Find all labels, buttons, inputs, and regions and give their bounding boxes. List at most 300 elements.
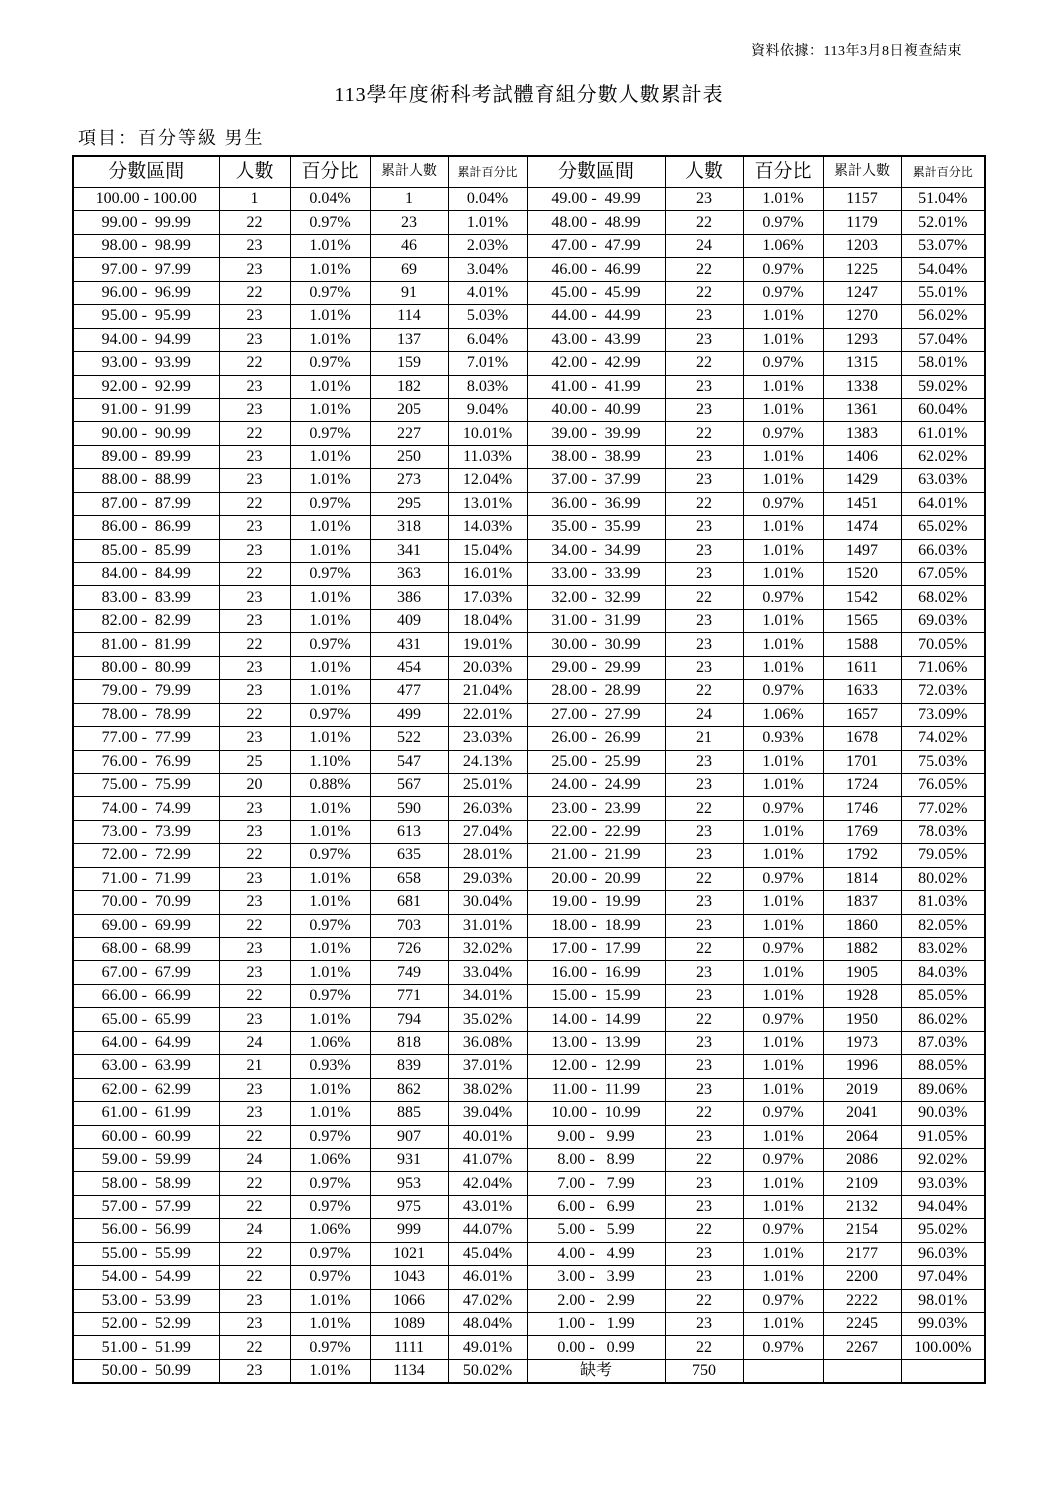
cell-score-range-2: 19.00 - 19.99	[527, 891, 665, 914]
cell-percent: 1.01%	[290, 867, 370, 890]
cell-cumulative-percent: 18.04%	[448, 609, 527, 632]
cell-percent-2: 0.97%	[743, 1336, 823, 1359]
cell-count: 24	[219, 1031, 290, 1054]
cell-count-2: 23	[665, 1266, 743, 1289]
cell-score-range: 55.00 - 55.99	[73, 1242, 219, 1265]
cell-percent-2: 1.01%	[743, 773, 823, 796]
table-row	[73, 750, 985, 773]
cell-percent-2: 1.01%	[743, 609, 823, 632]
cell-count: 22	[219, 1195, 290, 1218]
cell-percent: 1.01%	[290, 586, 370, 609]
table-row	[73, 680, 985, 703]
cell-score-range: 74.00 - 74.99	[73, 797, 219, 820]
cell-cumulative-count-2: 1701	[823, 750, 901, 773]
table-body	[73, 188, 985, 1384]
cell-count: 24	[219, 1148, 290, 1171]
cell-score-range-2: 7.00 - 7.99	[527, 1172, 665, 1195]
cell-cumulative-count-2: 1520	[823, 563, 901, 586]
cell-score-range-2: 29.00 - 29.99	[527, 656, 665, 679]
cell-score-range-2: 37.00 - 37.99	[527, 469, 665, 492]
cell-percent-2: 0.97%	[743, 1148, 823, 1171]
cell-percent: 1.10%	[290, 750, 370, 773]
cell-count: 23	[219, 1313, 290, 1336]
cell-score-range: 51.00 - 51.99	[73, 1336, 219, 1359]
cell-score-range-2: 4.00 - 4.99	[527, 1242, 665, 1265]
header-count-2: 人數	[665, 156, 743, 188]
cell-cumulative-percent-2: 90.03%	[901, 1102, 985, 1125]
cell-cumulative-percent-2: 74.02%	[901, 727, 985, 750]
cell-cumulative-count-2: 1157	[823, 188, 901, 211]
cell-percent-2: 1.01%	[743, 1055, 823, 1078]
cell-cumulative-percent-2	[901, 1359, 985, 1383]
cell-percent: 1.01%	[290, 938, 370, 961]
cell-percent: 1.01%	[290, 961, 370, 984]
cell-score-range: 64.00 - 64.99	[73, 1031, 219, 1054]
cell-cumulative-percent: 7.01%	[448, 352, 527, 375]
cell-cumulative-percent: 46.01%	[448, 1266, 527, 1289]
header-percent-2: 百分比	[743, 156, 823, 188]
cell-cumulative-count-2: 1860	[823, 914, 901, 937]
cell-count: 23	[219, 727, 290, 750]
cell-cumulative-count: 91	[370, 281, 448, 304]
cell-percent-2: 0.97%	[743, 680, 823, 703]
cell-count-2: 23	[665, 773, 743, 796]
cell-count-2: 23	[665, 1078, 743, 1101]
cell-cumulative-count: 726	[370, 938, 448, 961]
table-row	[73, 352, 985, 375]
cell-cumulative-percent-2: 71.06%	[901, 656, 985, 679]
cell-cumulative-percent: 24.13%	[448, 750, 527, 773]
cell-percent: 0.93%	[290, 1055, 370, 1078]
cell-percent: 0.97%	[290, 1242, 370, 1265]
cell-count: 23	[219, 1102, 290, 1125]
cell-cumulative-percent: 33.04%	[448, 961, 527, 984]
cell-count-2: 24	[665, 703, 743, 726]
cell-score-range: 71.00 - 71.99	[73, 867, 219, 890]
cell-percent-2: 0.97%	[743, 258, 823, 281]
cell-count-2: 23	[665, 375, 743, 398]
cell-count-2: 23	[665, 539, 743, 562]
cell-count: 22	[219, 492, 290, 515]
cell-count: 1	[219, 188, 290, 211]
cell-cumulative-percent: 41.07%	[448, 1148, 527, 1171]
cell-count: 23	[219, 938, 290, 961]
cell-percent: 1.01%	[290, 445, 370, 468]
cell-score-range: 83.00 - 83.99	[73, 586, 219, 609]
table-row	[73, 445, 985, 468]
cell-score-range: 100.00 - 100.00	[73, 188, 219, 211]
cell-cumulative-count: 454	[370, 656, 448, 679]
cell-percent: 1.01%	[290, 820, 370, 843]
cell-count: 22	[219, 563, 290, 586]
cell-score-range: 88.00 - 88.99	[73, 469, 219, 492]
table-row	[73, 1008, 985, 1031]
cell-count: 22	[219, 984, 290, 1007]
cell-score-range-2: 16.00 - 16.99	[527, 961, 665, 984]
cell-cumulative-percent-2: 75.03%	[901, 750, 985, 773]
cell-count: 24	[219, 1219, 290, 1242]
cell-count-2: 23	[665, 445, 743, 468]
cell-cumulative-percent: 6.04%	[448, 328, 527, 351]
cell-count-2: 23	[665, 1125, 743, 1148]
cell-score-range: 61.00 - 61.99	[73, 1102, 219, 1125]
table-row	[73, 797, 985, 820]
cell-cumulative-percent: 48.04%	[448, 1313, 527, 1336]
cell-score-range: 57.00 - 57.99	[73, 1195, 219, 1218]
cell-score-range-2: 38.00 - 38.99	[527, 445, 665, 468]
cell-percent-2: 1.01%	[743, 844, 823, 867]
cell-cumulative-count: 839	[370, 1055, 448, 1078]
cell-percent-2: 1.01%	[743, 1195, 823, 1218]
cell-count-2: 23	[665, 1031, 743, 1054]
cell-cumulative-count-2: 2245	[823, 1313, 901, 1336]
cell-cumulative-percent: 40.01%	[448, 1125, 527, 1148]
cell-cumulative-percent-2: 85.05%	[901, 984, 985, 1007]
cell-cumulative-percent: 32.02%	[448, 938, 527, 961]
cell-count: 23	[219, 328, 290, 351]
cell-cumulative-percent: 12.04%	[448, 469, 527, 492]
cell-cumulative-percent: 25.01%	[448, 773, 527, 796]
table-row	[73, 727, 985, 750]
table-row	[73, 328, 985, 351]
cell-percent: 1.01%	[290, 1008, 370, 1031]
cell-score-range-2: 9.00 - 9.99	[527, 1125, 665, 1148]
cell-score-range-2: 11.00 - 11.99	[527, 1078, 665, 1101]
cell-cumulative-percent: 8.03%	[448, 375, 527, 398]
table-row	[73, 1359, 985, 1383]
cell-cumulative-percent-2: 99.03%	[901, 1313, 985, 1336]
cell-score-range-2: 1.00 - 1.99	[527, 1313, 665, 1336]
cell-cumulative-count-2: 1611	[823, 656, 901, 679]
cell-percent: 1.01%	[290, 234, 370, 257]
cell-count-2: 22	[665, 211, 743, 234]
cell-cumulative-count-2: 2222	[823, 1289, 901, 1312]
cell-percent-2: 0.97%	[743, 1102, 823, 1125]
cell-cumulative-count: 250	[370, 445, 448, 468]
cell-score-range: 50.00 - 50.99	[73, 1359, 219, 1383]
cell-count-2: 22	[665, 938, 743, 961]
cell-cumulative-count: 23	[370, 211, 448, 234]
table-row	[73, 1055, 985, 1078]
cell-count: 22	[219, 914, 290, 937]
cell-count-2: 23	[665, 1055, 743, 1078]
cell-percent: 1.01%	[290, 375, 370, 398]
cell-cumulative-percent-2: 61.01%	[901, 422, 985, 445]
cell-count: 22	[219, 211, 290, 234]
cell-cumulative-count: 1089	[370, 1313, 448, 1336]
cell-cumulative-count-2: 1792	[823, 844, 901, 867]
header-score-range: 分數區間	[73, 156, 219, 188]
cell-cumulative-percent: 3.04%	[448, 258, 527, 281]
cell-cumulative-percent: 43.01%	[448, 1195, 527, 1218]
cell-percent: 0.97%	[290, 422, 370, 445]
cell-score-range-2: 18.00 - 18.99	[527, 914, 665, 937]
cell-percent-2: 1.06%	[743, 703, 823, 726]
cell-cumulative-count: 749	[370, 961, 448, 984]
table-row	[73, 891, 985, 914]
cell-cumulative-count-2: 2041	[823, 1102, 901, 1125]
cell-percent: 0.88%	[290, 773, 370, 796]
cell-score-range: 93.00 - 93.99	[73, 352, 219, 375]
cell-score-range: 95.00 - 95.99	[73, 305, 219, 328]
cell-percent-2: 1.01%	[743, 1242, 823, 1265]
cell-percent: 0.97%	[290, 984, 370, 1007]
cell-percent: 0.97%	[290, 1172, 370, 1195]
table-row	[73, 492, 985, 515]
cell-cumulative-count-2: 1837	[823, 891, 901, 914]
cell-cumulative-count: 907	[370, 1125, 448, 1148]
cell-cumulative-percent: 36.08%	[448, 1031, 527, 1054]
cell-cumulative-percent: 50.02%	[448, 1359, 527, 1383]
cell-cumulative-percent-2: 55.01%	[901, 281, 985, 304]
cell-score-range: 82.00 - 82.99	[73, 609, 219, 632]
cell-count: 23	[219, 1289, 290, 1312]
cell-cumulative-percent: 20.03%	[448, 656, 527, 679]
cell-cumulative-percent: 4.01%	[448, 281, 527, 304]
cell-percent: 0.97%	[290, 1125, 370, 1148]
cell-cumulative-percent-2: 97.04%	[901, 1266, 985, 1289]
cell-percent: 1.06%	[290, 1031, 370, 1054]
cell-cumulative-percent-2: 68.02%	[901, 586, 985, 609]
cell-percent-2: 1.01%	[743, 305, 823, 328]
cell-count-2: 23	[665, 1313, 743, 1336]
cell-percent-2: 1.06%	[743, 234, 823, 257]
cell-cumulative-percent: 29.03%	[448, 867, 527, 890]
cell-score-range-2: 21.00 - 21.99	[527, 844, 665, 867]
cell-score-range-2: 45.00 - 45.99	[527, 281, 665, 304]
cell-cumulative-percent: 42.04%	[448, 1172, 527, 1195]
cell-count: 22	[219, 1266, 290, 1289]
cell-cumulative-count-2: 1814	[823, 867, 901, 890]
cell-score-range: 90.00 - 90.99	[73, 422, 219, 445]
cell-score-range-2: 10.00 - 10.99	[527, 1102, 665, 1125]
cell-cumulative-count: 386	[370, 586, 448, 609]
cell-cumulative-count-2: 1678	[823, 727, 901, 750]
cell-cumulative-percent-2: 60.04%	[901, 398, 985, 421]
cell-count: 25	[219, 750, 290, 773]
table-row	[73, 305, 985, 328]
cell-percent-2: 1.01%	[743, 750, 823, 773]
cell-percent: 0.97%	[290, 703, 370, 726]
cell-cumulative-count-2: 1928	[823, 984, 901, 1007]
cell-percent: 0.97%	[290, 492, 370, 515]
cell-count-2: 23	[665, 1242, 743, 1265]
cell-cumulative-count: 658	[370, 867, 448, 890]
cell-count-2: 22	[665, 1008, 743, 1031]
cell-cumulative-count-2: 1429	[823, 469, 901, 492]
cell-cumulative-percent: 47.02%	[448, 1289, 527, 1312]
cell-cumulative-count: 1043	[370, 1266, 448, 1289]
cell-cumulative-count: 547	[370, 750, 448, 773]
cell-percent-2: 1.01%	[743, 1125, 823, 1148]
cell-percent: 0.97%	[290, 281, 370, 304]
cell-count: 22	[219, 1125, 290, 1148]
cell-cumulative-percent: 31.01%	[448, 914, 527, 937]
cell-score-range-2: 40.00 - 40.99	[527, 398, 665, 421]
table-row	[73, 867, 985, 890]
cell-cumulative-percent: 28.01%	[448, 844, 527, 867]
cell-count-2: 23	[665, 891, 743, 914]
table-row	[73, 539, 985, 562]
table-row	[73, 1102, 985, 1125]
cell-percent: 1.01%	[290, 1359, 370, 1383]
cell-count-2: 22	[665, 258, 743, 281]
cell-count-2: 23	[665, 820, 743, 843]
cell-percent: 1.01%	[290, 516, 370, 539]
cell-cumulative-percent: 11.03%	[448, 445, 527, 468]
cell-percent-2: 1.01%	[743, 188, 823, 211]
cell-percent: 1.01%	[290, 680, 370, 703]
cell-count-2: 22	[665, 1148, 743, 1171]
cell-cumulative-count-2: 1497	[823, 539, 901, 562]
cell-cumulative-percent-2: 95.02%	[901, 1219, 985, 1242]
cell-score-range-2: 32.00 - 32.99	[527, 586, 665, 609]
cell-cumulative-percent: 21.04%	[448, 680, 527, 703]
table-row	[73, 1148, 985, 1171]
cell-score-range-2: 3.00 - 3.99	[527, 1266, 665, 1289]
cell-percent-2: 0.97%	[743, 867, 823, 890]
cell-score-range: 85.00 - 85.99	[73, 539, 219, 562]
table-row	[73, 234, 985, 257]
cell-score-range-2: 46.00 - 46.99	[527, 258, 665, 281]
cell-score-range: 65.00 - 65.99	[73, 1008, 219, 1031]
cell-score-range: 80.00 - 80.99	[73, 656, 219, 679]
cell-cumulative-count-2: 1247	[823, 281, 901, 304]
cell-cumulative-percent: 35.02%	[448, 1008, 527, 1031]
cell-score-range: 56.00 - 56.99	[73, 1219, 219, 1242]
cell-count-2: 23	[665, 1195, 743, 1218]
table-row	[73, 633, 985, 656]
cell-cumulative-count-2: 1724	[823, 773, 901, 796]
cell-score-range: 66.00 - 66.99	[73, 984, 219, 1007]
cell-percent: 1.01%	[290, 328, 370, 351]
page-title: 113學年度術科考試體育組分數人數累計表	[334, 84, 724, 106]
cell-score-range-2: 41.00 - 41.99	[527, 375, 665, 398]
cell-percent: 0.97%	[290, 633, 370, 656]
table-row	[73, 656, 985, 679]
cell-percent-2: 0.93%	[743, 727, 823, 750]
cell-cumulative-percent: 0.04%	[448, 188, 527, 211]
cell-score-range-2: 0.00 - 0.99	[527, 1336, 665, 1359]
table-row	[73, 1078, 985, 1101]
cell-cumulative-count-2: 1973	[823, 1031, 901, 1054]
cell-cumulative-percent-2: 81.03%	[901, 891, 985, 914]
cell-percent-2: 1.01%	[743, 398, 823, 421]
table-row	[73, 1313, 985, 1336]
cell-cumulative-percent-2: 57.04%	[901, 328, 985, 351]
cell-percent-2: 0.97%	[743, 422, 823, 445]
cell-cumulative-percent: 26.03%	[448, 797, 527, 820]
cell-cumulative-count-2: 1406	[823, 445, 901, 468]
cell-count: 20	[219, 773, 290, 796]
cell-cumulative-count: 159	[370, 352, 448, 375]
cell-cumulative-percent-2: 93.03%	[901, 1172, 985, 1195]
cell-cumulative-count-2: 1588	[823, 633, 901, 656]
cell-score-range-2: 36.00 - 36.99	[527, 492, 665, 515]
cell-cumulative-percent: 39.04%	[448, 1102, 527, 1125]
cell-cumulative-percent-2: 82.05%	[901, 914, 985, 937]
cell-cumulative-count: 953	[370, 1172, 448, 1195]
cell-score-range-2: 23.00 - 23.99	[527, 797, 665, 820]
cell-score-range-2: 12.00 - 12.99	[527, 1055, 665, 1078]
cell-cumulative-percent-2: 86.02%	[901, 1008, 985, 1031]
table-row	[73, 1172, 985, 1195]
cell-score-range: 52.00 - 52.99	[73, 1313, 219, 1336]
cell-cumulative-percent: 17.03%	[448, 586, 527, 609]
cell-cumulative-count-2: 1315	[823, 352, 901, 375]
cell-cumulative-count: 975	[370, 1195, 448, 1218]
cell-percent-2: 1.01%	[743, 1078, 823, 1101]
cell-cumulative-count: 703	[370, 914, 448, 937]
cell-cumulative-percent-2: 65.02%	[901, 516, 985, 539]
cell-percent-2: 1.01%	[743, 563, 823, 586]
cell-count: 23	[219, 867, 290, 890]
cell-count-2: 23	[665, 750, 743, 773]
cell-cumulative-percent-2: 51.04%	[901, 188, 985, 211]
cell-cumulative-percent: 13.01%	[448, 492, 527, 515]
cell-score-range-2: 31.00 - 31.99	[527, 609, 665, 632]
cell-percent: 1.01%	[290, 469, 370, 492]
cell-score-range-2: 26.00 - 26.99	[527, 727, 665, 750]
cell-cumulative-percent: 2.03%	[448, 234, 527, 257]
cell-percent-2: 1.01%	[743, 656, 823, 679]
cell-percent: 0.97%	[290, 211, 370, 234]
cell-cumulative-percent-2: 64.01%	[901, 492, 985, 515]
cell-cumulative-percent: 37.01%	[448, 1055, 527, 1078]
cell-cumulative-count: 318	[370, 516, 448, 539]
cell-cumulative-percent: 15.04%	[448, 539, 527, 562]
cell-cumulative-count: 205	[370, 398, 448, 421]
cell-cumulative-count: 794	[370, 1008, 448, 1031]
cell-cumulative-percent-2: 73.09%	[901, 703, 985, 726]
cell-count: 23	[219, 656, 290, 679]
cell-count: 23	[219, 305, 290, 328]
cell-count: 22	[219, 422, 290, 445]
cell-count-2: 23	[665, 398, 743, 421]
table-row	[73, 1242, 985, 1265]
cell-cumulative-count-2: 2132	[823, 1195, 901, 1218]
cell-cumulative-count-2: 1542	[823, 586, 901, 609]
cell-count: 23	[219, 1359, 290, 1383]
table-row	[73, 1195, 985, 1218]
cell-score-range: 92.00 - 92.99	[73, 375, 219, 398]
cell-cumulative-count: 137	[370, 328, 448, 351]
cell-percent-2: 1.01%	[743, 820, 823, 843]
cell-percent: 1.01%	[290, 609, 370, 632]
cell-cumulative-percent-2: 79.05%	[901, 844, 985, 867]
cell-cumulative-percent-2: 58.01%	[901, 352, 985, 375]
cell-cumulative-percent-2: 53.07%	[901, 234, 985, 257]
cell-cumulative-count: 341	[370, 539, 448, 562]
cell-cumulative-count: 499	[370, 703, 448, 726]
cell-score-range-2: 24.00 - 24.99	[527, 773, 665, 796]
cell-score-range: 78.00 - 78.99	[73, 703, 219, 726]
cell-score-range: 53.00 - 53.99	[73, 1289, 219, 1312]
cell-cumulative-percent: 14.03%	[448, 516, 527, 539]
cell-percent-2: 0.97%	[743, 352, 823, 375]
cell-percent: 1.01%	[290, 258, 370, 281]
cell-score-range-2: 13.00 - 13.99	[527, 1031, 665, 1054]
cell-score-range: 73.00 - 73.99	[73, 820, 219, 843]
cell-count: 23	[219, 1078, 290, 1101]
cell-count-2: 22	[665, 1336, 743, 1359]
cell-cumulative-count-2: 1565	[823, 609, 901, 632]
cell-cumulative-percent-2: 56.02%	[901, 305, 985, 328]
cell-cumulative-count-2: 1451	[823, 492, 901, 515]
cell-score-range: 77.00 - 77.99	[73, 727, 219, 750]
cell-cumulative-percent-2: 59.02%	[901, 375, 985, 398]
cell-percent-2: 1.01%	[743, 1031, 823, 1054]
